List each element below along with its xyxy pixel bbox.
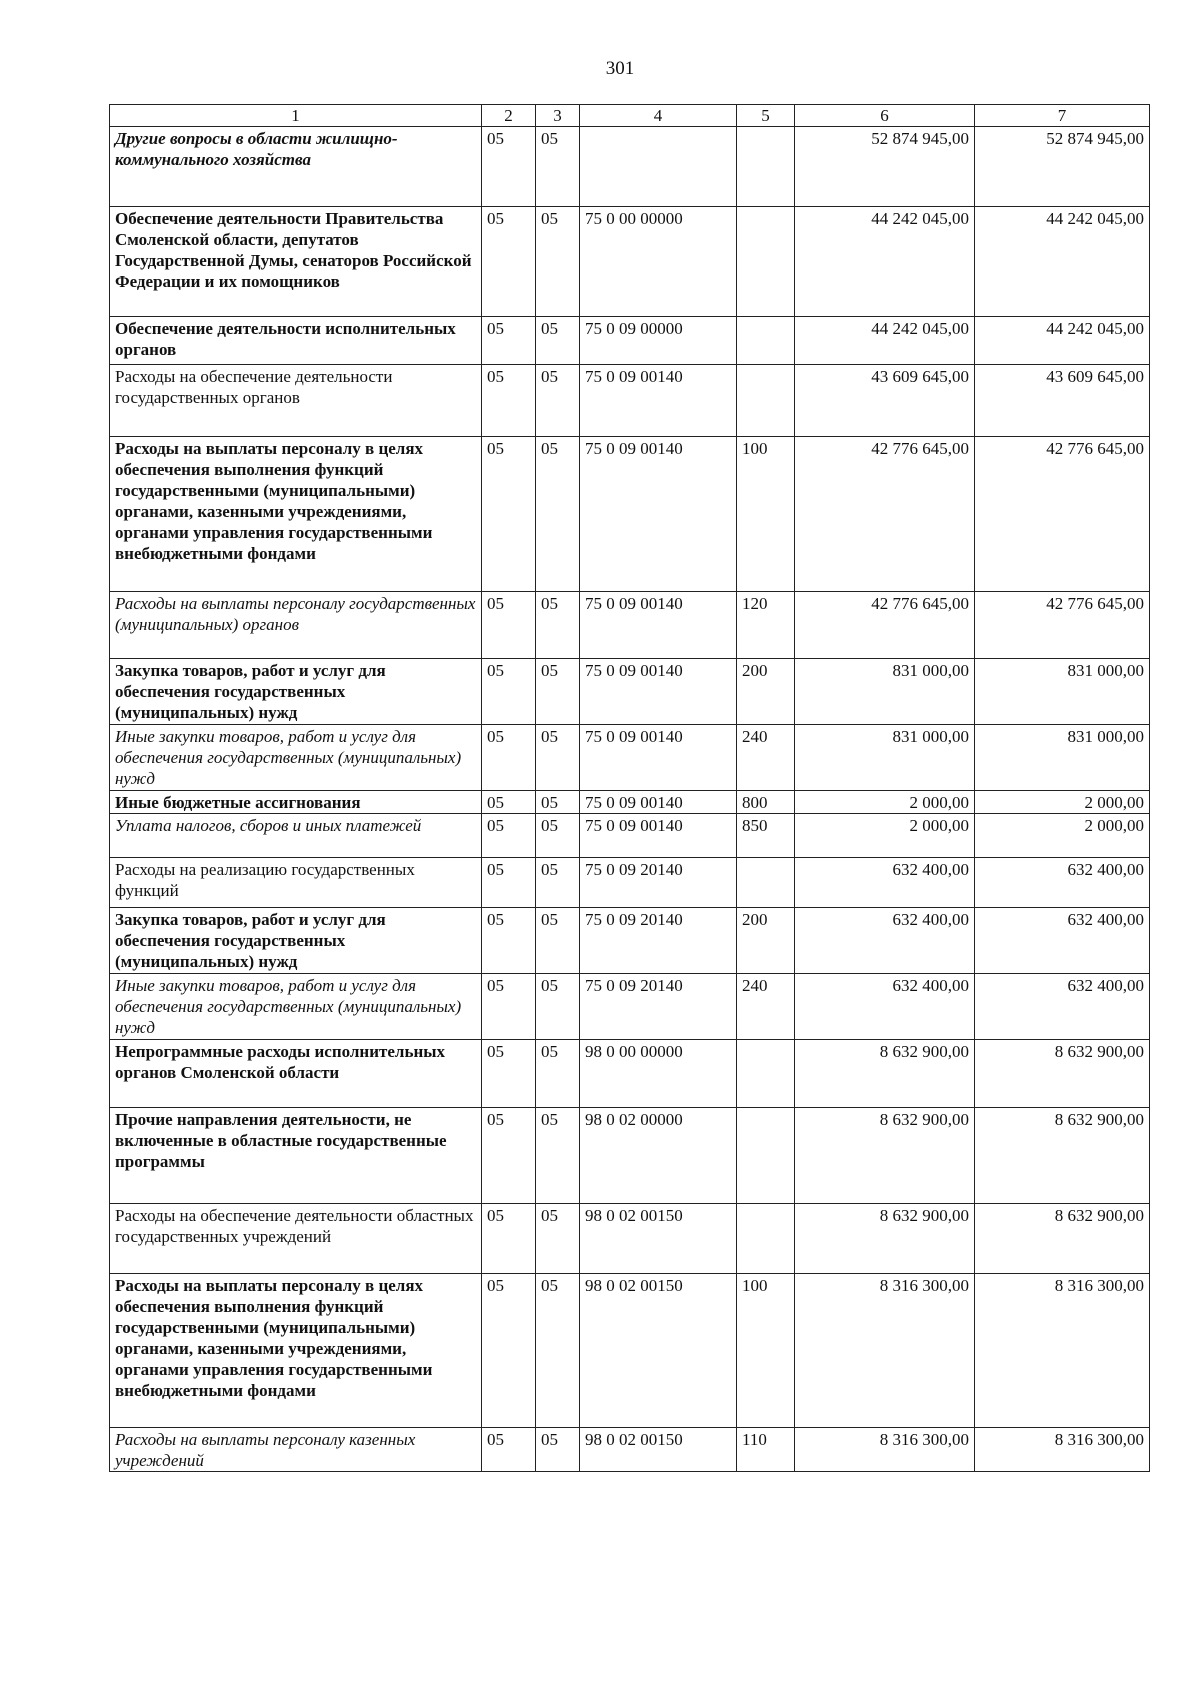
row-target-article: 75 0 09 00140 (580, 592, 737, 659)
row-amount-1: 42 776 645,00 (795, 592, 975, 659)
row-amount-2: 632 400,00 (975, 974, 1150, 1040)
row-amount-2: 44 242 045,00 (975, 207, 1150, 317)
table-row (110, 1274, 1150, 1428)
table-row (110, 127, 1150, 207)
row-target-article: 75 0 09 00140 (580, 791, 737, 814)
row-expense-type: 120 (737, 592, 795, 659)
row-subsection: 05 (536, 1428, 580, 1472)
row-amount-1: 831 000,00 (795, 659, 975, 725)
row-section: 05 (482, 592, 536, 659)
row-expense-type (737, 1040, 795, 1108)
row-section: 05 (482, 725, 536, 791)
column-header: 7 (975, 105, 1150, 127)
row-section: 05 (482, 1204, 536, 1274)
row-name: Расходы на выплаты персоналу в целях обеспечения выполнения функций государственными (муниципальными) органами, казенными учреждениями, органами управления государственными внебюджетными фондами (110, 437, 482, 592)
row-section: 05 (482, 207, 536, 317)
row-target-article: 75 0 09 00140 (580, 725, 737, 791)
column-header: 1 (110, 105, 482, 127)
row-section: 05 (482, 1108, 536, 1204)
column-header: 3 (536, 105, 580, 127)
table-row (110, 207, 1150, 317)
row-section: 05 (482, 1428, 536, 1472)
row-amount-2: 44 242 045,00 (975, 317, 1150, 365)
row-target-article: 98 0 02 00150 (580, 1204, 737, 1274)
row-amount-2: 831 000,00 (975, 659, 1150, 725)
row-name: Уплата налогов, сборов и иных платежей (110, 814, 482, 858)
row-amount-2: 8 316 300,00 (975, 1428, 1150, 1472)
row-target-article: 75 0 09 00140 (580, 814, 737, 858)
row-subsection: 05 (536, 908, 580, 974)
row-section: 05 (482, 659, 536, 725)
row-amount-2: 2 000,00 (975, 814, 1150, 858)
table-row (110, 974, 1150, 1040)
column-header: 2 (482, 105, 536, 127)
table-row (110, 437, 1150, 592)
budget-table (109, 104, 1150, 1472)
row-amount-1: 52 874 945,00 (795, 127, 975, 207)
row-subsection: 05 (536, 725, 580, 791)
table-row (110, 791, 1150, 814)
row-expense-type: 850 (737, 814, 795, 858)
row-expense-type (737, 207, 795, 317)
row-name: Закупка товаров, работ и услуг для обеспечения государственных (муниципальных) нужд (110, 908, 482, 974)
row-amount-1: 8 632 900,00 (795, 1108, 975, 1204)
row-target-article (580, 127, 737, 207)
row-subsection: 05 (536, 317, 580, 365)
row-amount-2: 42 776 645,00 (975, 592, 1150, 659)
row-name: Иные бюджетные ассигнования (110, 791, 482, 814)
row-amount-1: 2 000,00 (795, 791, 975, 814)
row-subsection: 05 (536, 1040, 580, 1108)
row-name: Расходы на обеспечение деятельности областных государственных учреждений (110, 1204, 482, 1274)
row-name: Другие вопросы в области жилищно-коммунального хозяйства (110, 127, 482, 207)
row-subsection: 05 (536, 791, 580, 814)
row-target-article: 98 0 02 00150 (580, 1274, 737, 1428)
row-subsection: 05 (536, 592, 580, 659)
row-subsection: 05 (536, 858, 580, 908)
row-amount-2: 8 632 900,00 (975, 1108, 1150, 1204)
row-name: Непрограммные расходы исполнительных органов Смоленской области (110, 1040, 482, 1108)
row-amount-1: 8 632 900,00 (795, 1040, 975, 1108)
table-row (110, 365, 1150, 437)
row-section: 05 (482, 437, 536, 592)
row-name: Расходы на выплаты персоналу государственных (муниципальных) органов (110, 592, 482, 659)
row-section: 05 (482, 791, 536, 814)
table-header-row (110, 105, 1150, 127)
row-expense-type: 800 (737, 791, 795, 814)
row-expense-type: 100 (737, 1274, 795, 1428)
row-section: 05 (482, 908, 536, 974)
row-expense-type: 240 (737, 974, 795, 1040)
table-row (110, 1108, 1150, 1204)
row-amount-1: 632 400,00 (795, 974, 975, 1040)
row-expense-type: 110 (737, 1428, 795, 1472)
table-row (110, 1204, 1150, 1274)
row-amount-2: 8 632 900,00 (975, 1040, 1150, 1108)
column-header: 4 (580, 105, 737, 127)
row-subsection: 05 (536, 659, 580, 725)
row-name: Расходы на обеспечение деятельности государственных органов (110, 365, 482, 437)
row-amount-1: 8 316 300,00 (795, 1428, 975, 1472)
row-section: 05 (482, 1040, 536, 1108)
row-expense-type (737, 1204, 795, 1274)
table-row (110, 858, 1150, 908)
row-target-article: 75 0 09 00140 (580, 659, 737, 725)
row-name: Иные закупки товаров, работ и услуг для обеспечения государственных (муниципальных) нужд (110, 725, 482, 791)
row-name: Расходы на выплаты персоналу в целях обеспечения выполнения функций государственными (муниципальными) органами, казенными учреждениями, органами управления государственными внебюджетными фондами (110, 1274, 482, 1428)
row-target-article: 75 0 09 20140 (580, 858, 737, 908)
row-target-article: 98 0 02 00000 (580, 1108, 737, 1204)
row-amount-2: 632 400,00 (975, 858, 1150, 908)
row-subsection: 05 (536, 814, 580, 858)
table-row (110, 317, 1150, 365)
row-amount-2: 52 874 945,00 (975, 127, 1150, 207)
row-amount-1: 831 000,00 (795, 725, 975, 791)
row-target-article: 75 0 09 00140 (580, 365, 737, 437)
row-subsection: 05 (536, 1274, 580, 1428)
table-row (110, 814, 1150, 858)
row-section: 05 (482, 1274, 536, 1428)
row-amount-1: 8 632 900,00 (795, 1204, 975, 1274)
row-target-article: 75 0 09 20140 (580, 908, 737, 974)
table-row (110, 592, 1150, 659)
row-section: 05 (482, 814, 536, 858)
table-row (110, 1040, 1150, 1108)
row-name: Закупка товаров, работ и услуг для обеспечения государственных (муниципальных) нужд (110, 659, 482, 725)
row-subsection: 05 (536, 127, 580, 207)
row-amount-2: 43 609 645,00 (975, 365, 1150, 437)
row-subsection: 05 (536, 1108, 580, 1204)
row-amount-1: 632 400,00 (795, 858, 975, 908)
row-target-article: 75 0 00 00000 (580, 207, 737, 317)
row-section: 05 (482, 317, 536, 365)
table-row (110, 908, 1150, 974)
row-expense-type: 240 (737, 725, 795, 791)
row-name: Расходы на реализацию государственных функций (110, 858, 482, 908)
table-row (110, 659, 1150, 725)
row-name: Прочие направления деятельности, не включенные в областные государственные программы (110, 1108, 482, 1204)
row-amount-1: 2 000,00 (795, 814, 975, 858)
row-subsection: 05 (536, 437, 580, 592)
row-amount-2: 8 632 900,00 (975, 1204, 1150, 1274)
row-name: Обеспечение деятельности исполнительных органов (110, 317, 482, 365)
row-subsection: 05 (536, 974, 580, 1040)
row-amount-2: 2 000,00 (975, 791, 1150, 814)
table-row (110, 1428, 1150, 1472)
row-expense-type (737, 858, 795, 908)
row-amount-1: 44 242 045,00 (795, 207, 975, 317)
row-subsection: 05 (536, 1204, 580, 1274)
row-expense-type (737, 365, 795, 437)
row-subsection: 05 (536, 365, 580, 437)
row-expense-type (737, 317, 795, 365)
row-section: 05 (482, 127, 536, 207)
row-target-article: 98 0 02 00150 (580, 1428, 737, 1472)
row-section: 05 (482, 858, 536, 908)
row-expense-type (737, 127, 795, 207)
row-amount-2: 8 316 300,00 (975, 1274, 1150, 1428)
row-amount-2: 831 000,00 (975, 725, 1150, 791)
row-amount-1: 8 316 300,00 (795, 1274, 975, 1428)
row-amount-1: 44 242 045,00 (795, 317, 975, 365)
row-section: 05 (482, 365, 536, 437)
row-amount-2: 42 776 645,00 (975, 437, 1150, 592)
row-name: Обеспечение деятельности Правительства Смоленской области, депутатов Государственной Думы, сенаторов Российской Федерации и их помощников (110, 207, 482, 317)
row-name: Расходы на выплаты персоналу казенных учреждений (110, 1428, 482, 1472)
row-amount-1: 632 400,00 (795, 908, 975, 974)
row-name: Иные закупки товаров, работ и услуг для обеспечения государственных (муниципальных) нужд (110, 974, 482, 1040)
page-number: 301 (605, 58, 635, 79)
row-amount-1: 42 776 645,00 (795, 437, 975, 592)
row-target-article: 75 0 09 00000 (580, 317, 737, 365)
row-target-article: 98 0 00 00000 (580, 1040, 737, 1108)
row-expense-type: 100 (737, 437, 795, 592)
row-target-article: 75 0 09 00140 (580, 437, 737, 592)
row-section: 05 (482, 974, 536, 1040)
column-header: 5 (737, 105, 795, 127)
table-row (110, 725, 1150, 791)
row-subsection: 05 (536, 207, 580, 317)
row-expense-type: 200 (737, 659, 795, 725)
row-expense-type (737, 1108, 795, 1204)
row-amount-1: 43 609 645,00 (795, 365, 975, 437)
row-expense-type: 200 (737, 908, 795, 974)
column-header: 6 (795, 105, 975, 127)
row-target-article: 75 0 09 20140 (580, 974, 737, 1040)
row-amount-2: 632 400,00 (975, 908, 1150, 974)
